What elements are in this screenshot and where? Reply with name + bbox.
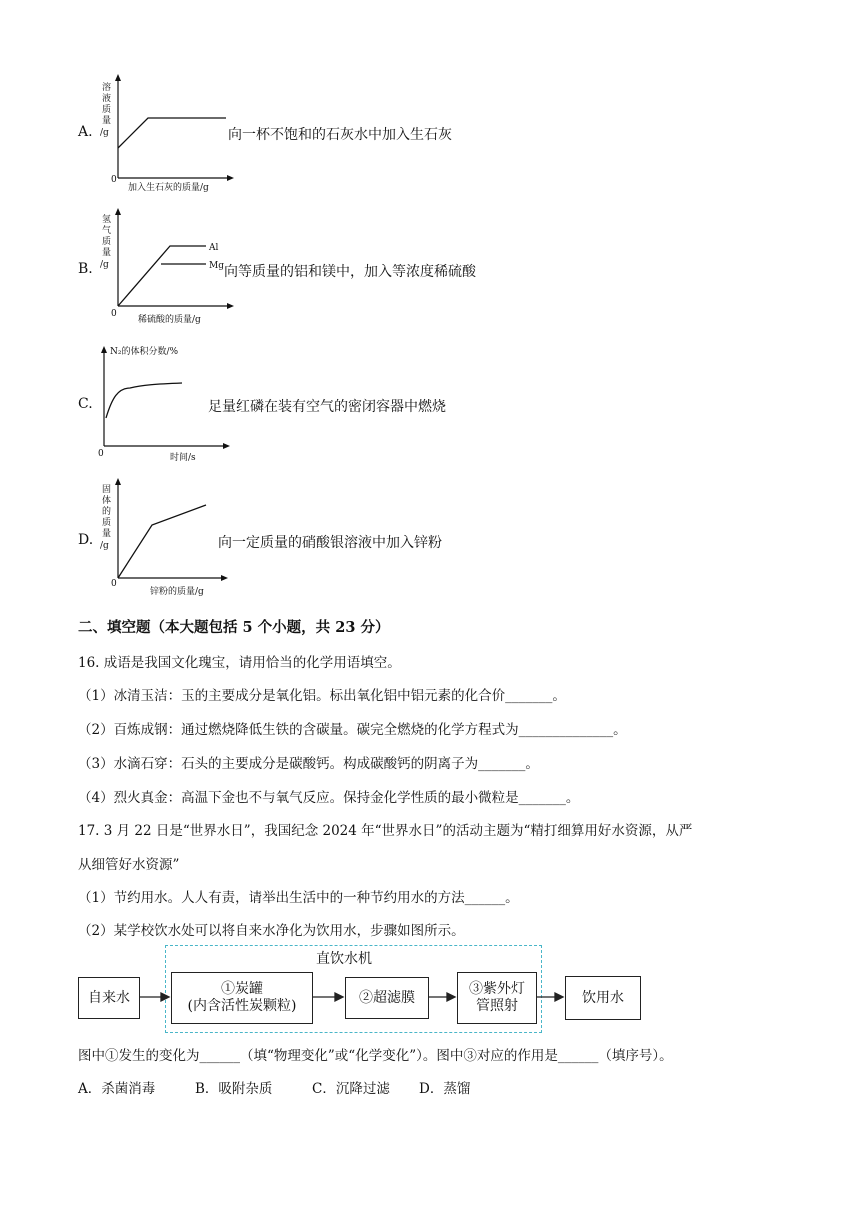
svg-text:量: 量	[102, 529, 112, 539]
flow-step1-line2: (内含活性炭颗粒)	[187, 998, 297, 1014]
svg-text:质: 质	[102, 105, 112, 115]
flow-step2-label: ②超滤膜	[359, 989, 415, 1006]
graph-a-curve	[118, 118, 226, 148]
svg-text:的: 的	[102, 507, 112, 517]
graph-c-y-arrow	[101, 346, 107, 353]
choice-c: C．沉降过滤	[312, 1081, 390, 1097]
option-a-letter: A.	[78, 124, 93, 140]
option-d-description: 向一定质量的硝酸银溶液中加入锌粉	[218, 535, 442, 551]
svg-text:液: 液	[102, 94, 112, 104]
choice-d: D．蒸馏	[419, 1081, 471, 1097]
svg-text:质: 质	[102, 237, 112, 247]
svg-text:氢: 氢	[102, 215, 112, 225]
svg-text:/g: /g	[100, 541, 109, 551]
option-b-description: 向等质量的铝和镁中，加入等浓度稀硫酸	[224, 264, 476, 280]
graph-b-origin: 0	[111, 309, 117, 319]
choice-b: B．吸附杂质	[195, 1081, 273, 1097]
svg-text:体: 体	[102, 496, 112, 506]
graph-b-x-arrow	[227, 303, 234, 309]
q16-item-4: （4）烈火真金：高温下金也不与氧气反应。保持金化学性质的最小微粒是_______。	[78, 790, 580, 806]
graph-b-xlabel: 稀硫酸的质量/g	[138, 315, 201, 325]
option-a-description: 向一杯不饱和的石灰水中加入生石灰	[228, 127, 452, 143]
svg-text:固: 固	[102, 485, 112, 495]
q17-item-2: （2）某学校饮水处可以将自来水净化为饮用水，步骤如图所示。	[78, 923, 465, 939]
graph-d-xlabel: 锌粉的质量/g	[150, 587, 204, 597]
graph-a-xlabel: 加入生石灰的质量/g	[128, 183, 209, 193]
graph-b-label-mg: Mg	[209, 261, 224, 271]
choice-a: A．杀菌消毒	[78, 1081, 156, 1097]
q16-item-2: （2）百炼成钢：通过燃烧降低生铁的含碳量。碳完全燃烧的化学方程式为______________。	[78, 722, 627, 738]
graph-c-x-arrow	[223, 443, 230, 449]
graph-c-xlabel: 时间/s	[170, 453, 196, 462]
graph-a-origin: 0	[111, 175, 117, 185]
q17-after-figure: 图中①发生的变化为______（填“物理变化”或“化学变化”）。图中③对应的作用是______（填序号）。	[78, 1048, 673, 1064]
graph-b	[96, 208, 236, 328]
graph-b-label-al: Al	[209, 243, 219, 253]
q17-stem-line-1: 17. 3 月 22 日是“世界水日”，我国纪念 2024 年“世界水日”的活动主题为“精打细算用好水资源，从严	[78, 823, 693, 839]
graph-d	[96, 478, 236, 602]
svg-text:质: 质	[102, 518, 112, 528]
q17-choices	[78, 1077, 470, 1097]
graph-d-x-arrow	[221, 575, 228, 581]
flow-step3-line1: ③紫外灯	[469, 981, 525, 997]
graph-c-origin: 0	[98, 449, 104, 459]
graph-b-curve-al	[118, 246, 206, 306]
flow-step1-line1: ①炭罐	[221, 981, 263, 997]
svg-text:/g: /g	[100, 128, 109, 138]
q17-item-1: （1）节约用水。人人有责，请举出生活中的一种节约用水的方法______。	[78, 890, 519, 906]
graph-d-ylabel	[100, 484, 111, 551]
flow-arrows	[0, 968, 860, 1028]
svg-text:量: 量	[102, 116, 112, 126]
svg-text:/g: /g	[100, 260, 109, 270]
graph-d-origin: 0	[111, 579, 117, 589]
option-d-letter: D.	[78, 532, 94, 548]
graph-a-y-arrow	[115, 74, 121, 81]
q16-item-3: （3）水滴石穿：石头的主要成分是碳酸钙。构成碳酸钙的阴离子为_______。	[78, 756, 539, 772]
graph-d-curve	[118, 505, 206, 578]
svg-text:气: 气	[102, 226, 112, 236]
arrow-3-head	[447, 993, 455, 1001]
option-b-letter: B.	[78, 261, 93, 277]
flow-end-label: 饮用水	[582, 989, 624, 1006]
arrow-2-head	[335, 993, 343, 1001]
graph-c-ylabel: N₂的体积分数/%	[110, 347, 179, 357]
q16-item-1: （1）冰清玉洁：玉的主要成分是氧化铝。标出氧化铝中铝元素的化合价_______。	[78, 688, 566, 704]
q17-stem-line-2: 从细管好水资源”	[78, 857, 180, 873]
arrow-4-head	[555, 993, 563, 1001]
arrow-1-head	[161, 993, 169, 1001]
graph-a	[96, 74, 236, 194]
graph-a-ylabel	[100, 81, 111, 138]
machine-title: 直饮水机	[316, 951, 372, 967]
flow-step3-line2: 管照射	[476, 998, 518, 1014]
svg-text:溶: 溶	[102, 83, 112, 93]
graph-c-curve	[106, 383, 182, 418]
graph-a-x-arrow	[227, 175, 234, 181]
graph-b-ylabel	[100, 213, 111, 270]
graph-d-y-arrow	[115, 478, 121, 485]
flow-start-label: 自来水	[88, 989, 130, 1006]
option-c-description: 足量红磷在装有空气的密闭容器中燃烧	[208, 399, 446, 415]
section-title: 二、填空题（本大题包括 5 个小题，共 23 分）	[78, 619, 390, 636]
graph-b-y-arrow	[115, 208, 121, 215]
svg-text:量: 量	[102, 248, 112, 258]
option-c-letter: C.	[78, 396, 93, 412]
q16-stem: 16. 成语是我国文化瑰宝，请用恰当的化学用语填空。	[78, 655, 401, 671]
